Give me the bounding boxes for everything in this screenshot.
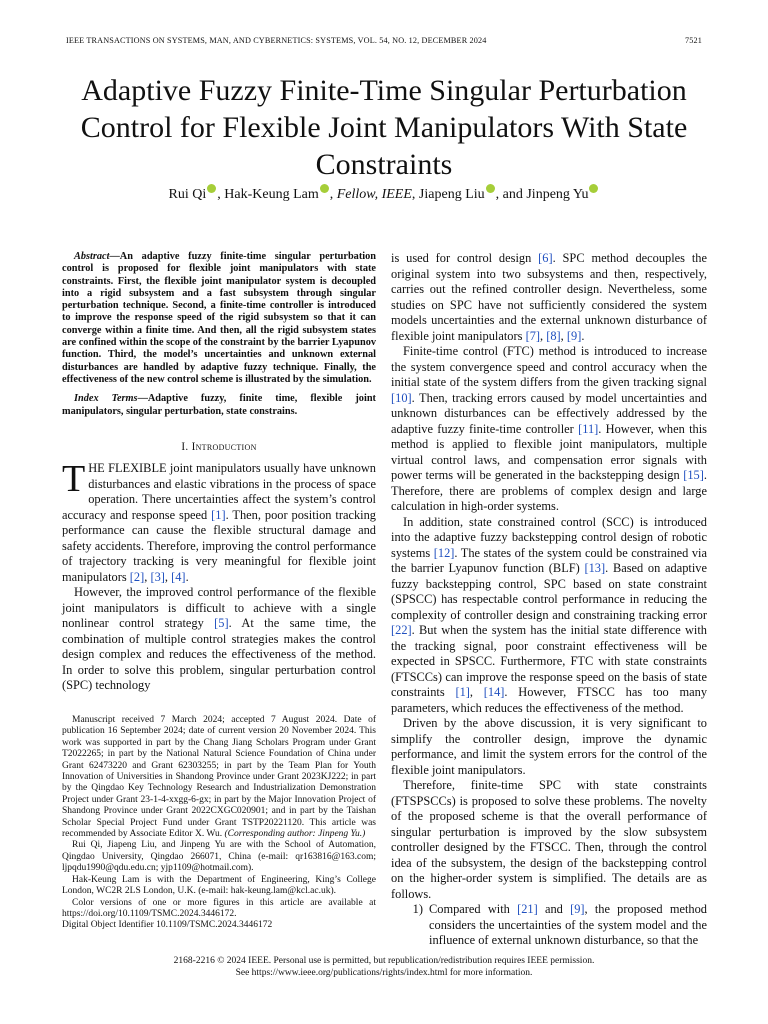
contribution-list <box>391 902 707 949</box>
abstract-label: Abstract <box>74 251 110 262</box>
right-column <box>391 251 707 949</box>
orcid-icon[interactable] <box>589 184 598 193</box>
citation-link[interactable]: [13] <box>584 561 606 575</box>
orcid-icon[interactable] <box>486 184 495 193</box>
citation-link[interactable]: [15] <box>683 468 704 482</box>
section-heading <box>62 440 376 456</box>
list-item <box>391 902 707 949</box>
orcid-icon[interactable] <box>207 184 216 193</box>
running-header <box>66 36 702 45</box>
journal-name: IEEE TRANSACTIONS ON SYSTEMS, MAN, AND CYBERNETICS: SYSTEMS, VOL. 54, NO. 12, DECEMBER 2024 <box>66 36 487 45</box>
citation-link[interactable]: [5] <box>214 616 229 631</box>
footnote-color: Color versions of one or more figures in this article are available at https://doi.org/10.1109/TSMC.2024.3446172. <box>62 897 376 919</box>
citation-link[interactable]: [1] <box>211 507 226 522</box>
citation-link[interactable]: [1] <box>455 685 470 699</box>
citation-link[interactable]: [21] <box>517 902 538 916</box>
author-name: Rui Qi <box>168 187 207 202</box>
footnote-affiliation: Rui Qi, Jiapeng Liu, and Jinpeng Yu are with the School of Automation, Qingdao University, Qingdao 266071, China (e-mail: qr163816@163.com; ljpqdu1990@qdu.edu.cn; yjp1109@hotmail.com). <box>62 840 376 874</box>
list-number: 1) <box>412 902 423 916</box>
index-terms <box>62 393 376 418</box>
footnote-manuscript: Manuscript received 7 March 2024; accepted 7 August 2024. Date of publication 16 September 2024; date of current version 20 November 2024. This work was supported in part by the Chang Jiang Scholars Program under Grant T2022265; in part by the National Natural Science Foundation of China under Grant 62473220 and Grant 62303255; in part by the Team Plan for Youth Innovation of Universities in Shandong Province under Grant 2023KJ222; in part by the Qingdao Key Technology Research and Industrialization Demonstration Project under Grant 23-1-4-xxgg-6-gx; in part by the Major Innovation Project of Shandong Province under Grant 2022CXGC020901; and in part by the Taishan Scholar Special Project Fund under Grant TSTP20221120. This article was recommended by Associate Editor X. Wu. (Corresponding author: Jinpeng Yu.) <box>62 715 376 840</box>
index-terms-text: —Adaptive fuzzy, finite time, flexible joint manipulators, singular perturbation, state constrains. <box>62 393 376 417</box>
body-paragraph: Finite-time control (FTC) method is introduced to increase the system convergence speed and control accuracy when the initial state of the system differs from the given tracking signal [10]. Then, tracking errors caused by model uncertainties and unknown disturbances can be effectively addressed by the adaptive fuzzy finite-time controller [11]. However, when this method is applied to flexible joint manipulators, multiple virtual control laws, and compensation error signals with power terms will be generated in the backstepping design [15]. Therefore, there are problems of complex design and large calculation in high-order systems. <box>391 344 707 513</box>
citation-link[interactable]: [2] <box>129 569 145 584</box>
abstract-text: —An adaptive fuzzy finite-time singular perturbation control is proposed for flexible joint manipulators with state constraints. First, the flexible joint manipulator system is decoupled into a rigid subsystem and a fast subsystem through singular perturbation technique. Second, a finite-time controller is introduced to improve the response speed of the rigid subsystem so that it can converge within a finite time. And then, all the rigid subsystem states are confined within the scope of the constraint by the barrier Lyapunov function. Third, the model’s uncertainties and unknown external disturbances are handled by adaptive fuzzy technique. Finally, the effectiveness of the new control scheme is illustrated by the simulation. <box>62 251 376 385</box>
citation-link[interactable]: [12] <box>433 545 455 560</box>
rights-link-line: See https://www.ieee.org/publications/rights/index.html for more information. <box>235 967 533 978</box>
citation-link[interactable]: [14] <box>483 685 505 699</box>
citation-link[interactable]: [6] <box>538 251 553 265</box>
copyright-footer <box>0 956 768 979</box>
citation-link[interactable]: [22] <box>391 623 412 637</box>
citation-link[interactable]: [11] <box>578 421 599 436</box>
paper-title: Adaptive Fuzzy Finite-Time Singular Perturbation Control for Flexible Joint Manipulators With State Constraints <box>80 74 688 181</box>
author-line: Rui Qi , Hak-Keung Lam , Fellow, IEEE, Jiapeng Liu , and Jinpeng Yu <box>40 184 728 203</box>
author-role: Fellow, IEEE <box>336 187 412 202</box>
section-number: I. <box>181 440 189 453</box>
copyright-line: 2168-2216 © 2024 IEEE. Personal use is permitted, but republication/redistribution requires IEEE permission. <box>173 956 595 966</box>
citation-link[interactable]: [3] <box>150 569 165 584</box>
citation-link[interactable]: [4] <box>171 569 186 584</box>
citation-link[interactable]: [9] <box>570 902 585 916</box>
body-paragraph: Driven by the above discussion, it is very significant to simplify the controller design, improve the dynamic performance, and limit the system errors for the control of the flexible joint manipulators. <box>391 716 707 777</box>
left-column <box>62 251 376 694</box>
section-title: Introduction <box>191 440 257 453</box>
drop-cap: T <box>62 458 86 501</box>
footnote-doi: Digital Object Identifier 10.1109/TSMC.2024.3446172 <box>62 920 273 931</box>
corresponding-author-note: (Corresponding author: Jinpeng Yu.) <box>224 829 366 840</box>
page-number: 7521 <box>685 36 702 45</box>
citation-link[interactable]: [10] <box>391 390 412 405</box>
citation-link[interactable]: [7] <box>525 328 541 343</box>
lead-caps: HE FLEXIBLE <box>88 461 167 476</box>
body-paragraph: In addition, state constrained control (SCC) is introduced into the adaptive fuzzy backstepping control design of robotic systems [12]. The states of the system could be constrained via the barrier Lyapunov function (BLF) [13]. Based on adaptive fuzzy backstepping control, SPC based on state constraint (SPSCC) has respectable control performance in reducing the complexity of controller design and constraining tracking error [22]. But when the system has the initial state difference with the tracking signal, poor constraint effectiveness will be expected in SPSCC. Furthermore, FTC with state constraints (FTSCCs) can improve the response speed on the basis of state constraints [1], [14]. However, FTSCC has too many parameters, which reduces the effectiveness of the method. <box>391 514 708 715</box>
citation-link[interactable]: [8] <box>546 328 561 343</box>
author-name: Hak-Keung Lam <box>224 187 319 202</box>
index-terms-label: Index Terms <box>74 393 138 405</box>
footnotes <box>62 715 376 932</box>
list-text: Compared with [21] and [9], the proposed method considers the uncertainties of the system model and the influence of external unknown disturbance, so that the <box>429 902 707 947</box>
intro-paragraph: However, the improved control performance of the flexible joint manipulators is difficult to achieve with a single nonlinear control strategy [5]. At the same time, the combination of multiple control strategies makes the control design complex and reduces the effectiveness of the method. In order to solve this problem, singular perturbation control (SPC) technology <box>62 585 376 693</box>
author-name: Jinpeng Yu <box>526 187 589 202</box>
intro-paragraph: THE FLEXIBLE joint manipulators usually have unknown disturbances and elastic vibrations in the process of space operation. There uncertainties affect the system’s control accuracy and response speed [1]. Then, poor position tracking performance can cause the flexible structural damage and safety accidents. Therefore, improving the control performance of trajectory tracking is very meaningful for flexible joint manipulators [2], [3], [4]. <box>62 458 377 584</box>
abstract <box>62 251 376 386</box>
orcid-icon[interactable] <box>320 184 329 193</box>
body-paragraph: is used for control design [6]. SPC method decouples the original system into two subsystems and then, respectively, carries out the refined controller design. Nevertheless, some studies on SPC have not sufficiently considered the system models uncertainties and the external unknown disturbance of flexible joint manipulators [7], [8], [9]. <box>391 251 707 343</box>
body-paragraph: Therefore, finite-time SPC with state constraints (FTSPSCCs) is proposed to solve these problems. The novelty of the proposed scheme is that the overall performance of singular perturbation is improved by the slow subsystem controller designed by the FTSCC. Then, through the control idea of the subsystem, the design of the backstepping control on the higher-order system is simplified. The details are as follows. <box>391 778 707 901</box>
footnote-affiliation: Hak-Keung Lam is with the Department of Engineering, King’s College London, WC2R 2LS London, U.K. (e-mail: hak-keung.lam@kcl.ac.uk). <box>62 874 376 897</box>
author-name: Jiapeng Liu <box>418 187 485 202</box>
citation-link[interactable]: [9] <box>566 328 582 343</box>
